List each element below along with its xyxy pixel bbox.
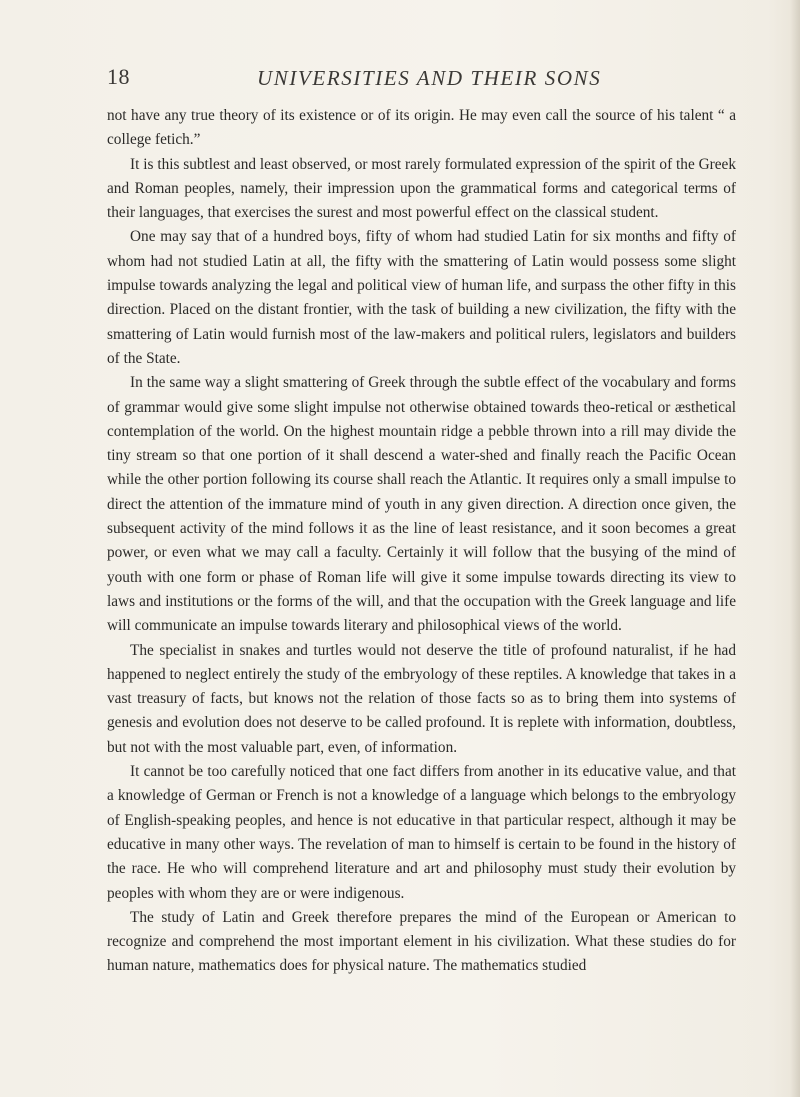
- body-text: [107, 104, 736, 979]
- paragraph: It is this subtlest and least observed, or most rarely formulated expression of the spirit of the Greek and Roman peoples, namely, their impression upon the grammatical forms and categorical terms of their languages, that exercises the surest and most powerful effect on the classical student.: [107, 155, 736, 222]
- running-head: UNIVERSITIES AND THEIR SONS: [257, 66, 602, 90]
- page-edge-shadow: [790, 0, 800, 1097]
- page-header: [107, 64, 735, 98]
- paragraph: It cannot be too carefully noticed that one fact differs from another in its educative value, and that a knowledge of German or French is not a knowledge of a language which belongs to the embryology of English-speaking peoples, and hence is not educative in that particular respect, although it may be educative in many other ways. The revelation of man to himself is certain to be found in the history of the race. He who will comprehend literature and art and philosophy must study their evolution by peoples with whom they are or were indigenous.: [107, 763, 736, 902]
- paragraph: In the same way a slight smattering of Greek through the subtle effect of the vocabulary and forms of grammar would give some slight impulse not otherwise obtained towards theo-retical or æsthetical contemplation of the world. On the highest mountain ridge a pebble thrown into a rill may divide the tiny stream so that one portion of it shall descend a water-shed and finally reach the Pacific Ocean while the other portion following its course shall reach the Atlantic. It requires only a small impulse to direct the attention of the immature mind of youth in any given direction. A direction once given, the subsequent activity of the mind follows it as the line of least resistance, and it soon becomes a great power, or even what we may call a faculty. Certainly it will follow that the busying of the mind of youth with one form or phase of Roman life will give it some impulse towards directing its view to laws and institutions or the forms of the will, and that the occupation with the Greek language and life will communicate an impulse towards literary and philosophical views of the world.: [107, 374, 736, 635]
- paragraph: One may say that of a hundred boys, fifty of whom had studied Latin for six months and fifty of whom had not studied Latin at all, the fifty with the smattering of Latin would possess some slight impulse towards analyzing the legal and political view of human life, and surpass the other fifty in this direction. Placed on the distant frontier, with the task of building a new civilization, the fifty with the smattering of Latin would furnish most of the law-makers and political rulers, legislators and builders of the State.: [107, 228, 736, 367]
- page-number: 18: [107, 64, 130, 89]
- paragraph: The study of Latin and Greek therefore prepares the mind of the European or American to recognize and comprehend the most important element in his civilization. What these studies do for human nature, mathematics does for physical nature. The mathematics studied: [107, 908, 736, 975]
- paragraph: not have any true theory of its existence or of its origin. He may even call the source of his talent “ a college fetich.”: [107, 107, 736, 149]
- paragraph: The specialist in snakes and turtles would not deserve the title of profound naturalist, if he had happened to neglect entirely the study of the embryology of these reptiles. A knowledge that takes in a vast treasury of facts, but knows not the relation of those facts so as to bring them into systems of genesis and evolution does not deserve to be called profound. It is replete with information, doubtless, but not with the most valuable part, even, of information.: [107, 641, 736, 756]
